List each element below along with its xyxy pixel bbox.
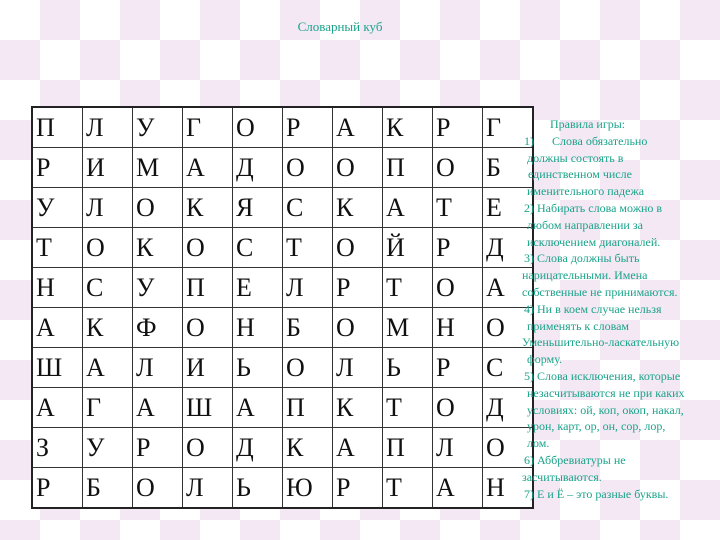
letter-cell[interactable]: П xyxy=(32,107,83,148)
letter-cell[interactable]: О xyxy=(483,428,534,468)
rule-line: применять к словам xyxy=(527,318,629,333)
letter-cell[interactable]: К xyxy=(333,388,383,428)
letter-cell[interactable]: Т xyxy=(383,468,433,509)
letter-cell[interactable]: У xyxy=(133,268,183,308)
letter-cell[interactable]: О xyxy=(233,107,283,148)
rule-line: урон, карт, ор, он, сор, лор, xyxy=(527,419,666,434)
letter-cell[interactable]: Н xyxy=(32,268,83,308)
letter-cell[interactable]: Б xyxy=(283,308,333,348)
rule-line: 3) Слова должны быть xyxy=(524,251,640,266)
letter-cell[interactable]: И xyxy=(183,348,233,388)
rule-line: засчитываются. xyxy=(522,469,602,484)
rule-line: именительного падежа xyxy=(527,184,645,199)
rule-line: любом направлении за xyxy=(527,217,643,232)
letter-cell[interactable]: С xyxy=(283,188,333,228)
letter-cell[interactable]: К xyxy=(83,308,133,348)
letter-cell[interactable]: А xyxy=(433,468,483,509)
letter-cell[interactable]: Н xyxy=(433,308,483,348)
rule-line: форму. xyxy=(527,352,562,367)
letter-cell[interactable]: М xyxy=(383,308,433,348)
letter-cell[interactable]: Т xyxy=(433,188,483,228)
letter-cell[interactable]: О xyxy=(183,228,233,268)
letter-cell[interactable]: Д xyxy=(483,228,534,268)
letter-cell[interactable]: Л xyxy=(283,268,333,308)
letter-cell[interactable]: О xyxy=(333,228,383,268)
letter-cell[interactable]: О xyxy=(333,308,383,348)
letter-cell[interactable]: Р xyxy=(433,228,483,268)
letter-cell[interactable]: Ю xyxy=(283,468,333,509)
letter-cell[interactable]: А xyxy=(183,148,233,188)
letter-cell[interactable]: У xyxy=(133,107,183,148)
letter-cell[interactable]: К xyxy=(383,107,433,148)
letter-cell[interactable]: А xyxy=(83,348,133,388)
letter-cell[interactable]: Л xyxy=(83,107,133,148)
letter-cell[interactable]: Р xyxy=(433,348,483,388)
letter-cell[interactable]: Р xyxy=(133,428,183,468)
rule-line: должны состоять в xyxy=(527,150,624,165)
letter-cell[interactable]: З xyxy=(32,428,83,468)
rule-line: 2) Набирать слова можно в xyxy=(524,200,663,215)
letter-cell[interactable]: О xyxy=(133,188,183,228)
letter-cell[interactable]: П xyxy=(283,388,333,428)
letter-cell[interactable]: Б xyxy=(83,468,133,509)
rule-line: 4) Ни в коем случае нельзя xyxy=(524,301,662,316)
letter-cell[interactable]: А xyxy=(483,268,534,308)
letter-cell[interactable]: Т xyxy=(383,268,433,308)
letter-cell[interactable]: К xyxy=(183,188,233,228)
letter-cell[interactable]: О xyxy=(333,148,383,188)
grid-row xyxy=(32,428,533,468)
letter-cell[interactable]: Л xyxy=(83,188,133,228)
rule-line: 6) Аббревиатуры не xyxy=(524,452,626,467)
letter-cell[interactable]: Ь xyxy=(233,468,283,509)
letter-cell[interactable]: Д xyxy=(233,148,283,188)
letter-cell[interactable]: Р xyxy=(32,468,83,509)
rule-line: исключением диагоналей. xyxy=(527,234,661,249)
letter-cell[interactable]: А xyxy=(133,388,183,428)
rule-line: 1) Слова обязательно xyxy=(524,133,648,148)
letter-cell[interactable]: Д xyxy=(483,388,534,428)
letter-cell[interactable]: У xyxy=(32,188,83,228)
letter-cell[interactable]: А xyxy=(32,388,83,428)
letter-cell[interactable]: Н xyxy=(483,468,534,509)
rule-line: незасчитываются не при каких xyxy=(527,385,685,400)
letter-cell[interactable]: Т xyxy=(383,388,433,428)
rules-panel xyxy=(522,116,718,502)
letter-cell[interactable]: А xyxy=(333,107,383,148)
grid-row xyxy=(32,107,533,148)
grid-row xyxy=(32,308,533,348)
letter-cell[interactable]: П xyxy=(383,148,433,188)
letter-cell[interactable]: О xyxy=(133,468,183,509)
page-title: Словарный куб xyxy=(297,19,383,34)
letter-cell[interactable]: О xyxy=(483,308,534,348)
letter-cell[interactable]: Е xyxy=(233,268,283,308)
letter-cell[interactable]: Л xyxy=(433,428,483,468)
letter-cell[interactable]: А xyxy=(333,428,383,468)
letter-cell[interactable]: У xyxy=(83,428,133,468)
letter-cell[interactable]: П xyxy=(183,268,233,308)
grid-row xyxy=(32,188,533,228)
rule-line: нарицательными. Имена xyxy=(522,268,648,283)
letter-cell[interactable]: Л xyxy=(183,468,233,509)
letter-cell[interactable]: Ш xyxy=(32,348,83,388)
letter-cell[interactable]: О xyxy=(283,348,333,388)
letter-cell[interactable]: М xyxy=(133,148,183,188)
grid-row xyxy=(32,228,533,268)
letter-cell[interactable]: Я xyxy=(233,188,283,228)
letter-cell[interactable]: Н xyxy=(233,308,283,348)
letter-cell[interactable]: Р xyxy=(283,107,333,148)
grid-row xyxy=(32,268,533,308)
letter-cell[interactable]: А xyxy=(383,188,433,228)
letter-cell[interactable]: Т xyxy=(283,228,333,268)
letter-cell[interactable]: Й xyxy=(383,228,433,268)
letter-cell[interactable]: О xyxy=(283,148,333,188)
letter-cell[interactable]: Б xyxy=(483,148,534,188)
letter-cell[interactable]: Ф xyxy=(133,308,183,348)
word-cube-grid xyxy=(31,106,534,509)
letter-cell[interactable]: Ь xyxy=(383,348,433,388)
letter-cell[interactable]: Ь xyxy=(233,348,283,388)
letter-cell[interactable]: Л xyxy=(333,348,383,388)
letter-cell[interactable]: К xyxy=(333,188,383,228)
letter-cell[interactable]: К xyxy=(283,428,333,468)
letter-cell[interactable]: О xyxy=(83,228,133,268)
letter-cell[interactable]: О xyxy=(183,428,233,468)
letter-cell[interactable]: Д xyxy=(233,428,283,468)
letter-cell[interactable]: Р xyxy=(32,148,83,188)
letter-cell[interactable]: Г xyxy=(183,107,233,148)
letter-cell[interactable]: Р xyxy=(433,107,483,148)
letter-cell[interactable]: Т xyxy=(32,228,83,268)
rules-heading: Правила игры: xyxy=(550,117,626,131)
letter-cell[interactable]: Л xyxy=(133,348,183,388)
letter-cell[interactable]: Р xyxy=(333,268,383,308)
letter-cell[interactable]: Г xyxy=(483,107,534,148)
letter-cell[interactable]: Ш xyxy=(183,388,233,428)
letter-cell[interactable]: О xyxy=(433,388,483,428)
letter-cell[interactable]: И xyxy=(83,148,133,188)
grid-row xyxy=(32,468,533,509)
rule-line: 5) Слова исключения, которые xyxy=(524,368,681,383)
rule-line: Уменьшительно-ласкательную xyxy=(522,335,680,350)
letter-cell[interactable]: Р xyxy=(333,468,383,509)
letter-cell[interactable]: О xyxy=(433,148,483,188)
rule-line: 7) Е и Ё – это разные буквы. xyxy=(524,486,669,501)
rule-line: единственном числе xyxy=(528,167,632,182)
letter-cell[interactable]: К xyxy=(133,228,183,268)
letter-cell[interactable]: А xyxy=(233,388,283,428)
letter-cell[interactable]: Е xyxy=(483,188,534,228)
letter-cell[interactable]: С xyxy=(483,348,534,388)
rule-line: лом. xyxy=(527,436,550,451)
letter-cell[interactable]: А xyxy=(32,308,83,348)
grid-row xyxy=(32,348,533,388)
letter-cell[interactable]: П xyxy=(383,428,433,468)
letter-cell[interactable]: С xyxy=(83,268,133,308)
grid-row xyxy=(32,388,533,428)
grid-row xyxy=(32,148,533,188)
rule-line: условиях: ой, коп, окоп, накал, xyxy=(527,402,684,417)
letter-cell[interactable]: Г xyxy=(83,388,133,428)
letter-cell[interactable]: С xyxy=(233,228,283,268)
rule-line: собственные не принимаются. xyxy=(522,284,678,299)
letter-cell[interactable]: О xyxy=(433,268,483,308)
letter-cell[interactable]: О xyxy=(183,308,233,348)
